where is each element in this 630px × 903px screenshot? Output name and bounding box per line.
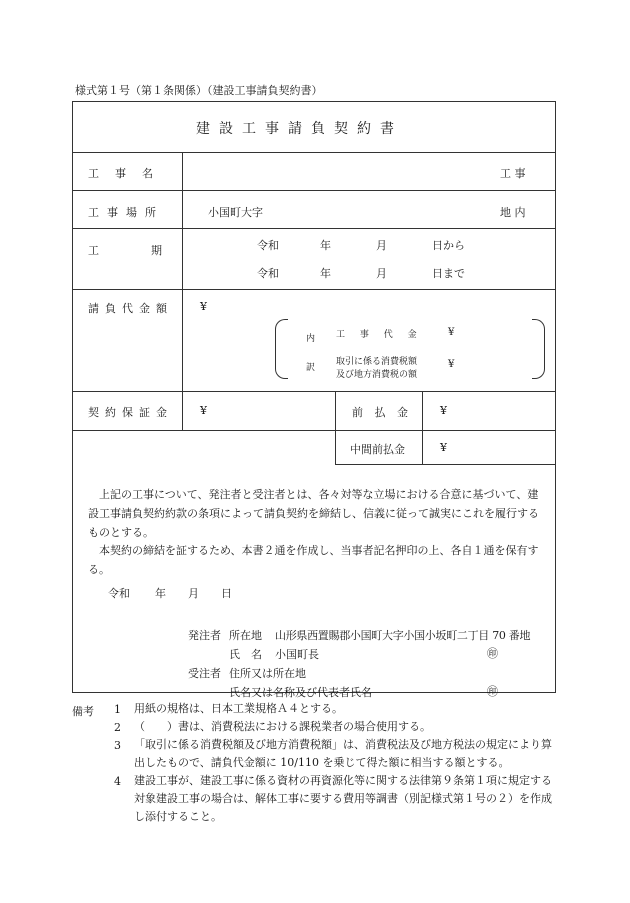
period-start-year: 年 <box>320 239 331 252</box>
guarantee-label: 契約保証金 <box>88 406 173 419</box>
breakdown-left-bracket <box>275 319 288 379</box>
project-period-label: 工期 <box>88 244 214 257</box>
date-year: 年 <box>155 587 166 600</box>
advance-payment-yen: ¥ <box>440 404 447 417</box>
orderer-seal: ㊞ <box>487 647 498 660</box>
interim-payment-yen: ¥ <box>440 441 447 454</box>
period-end-day: 日まで <box>432 267 465 280</box>
execution-paragraph: 本契約の締結を証するため、本書２通を作成し、当事者記名押印の上、各自１通を保有する。 <box>88 544 539 576</box>
date-day: 日 <box>221 587 232 600</box>
contractor-label: 受注者 <box>188 667 221 680</box>
period-end-year: 年 <box>320 267 331 280</box>
note-1-number: 1 <box>114 703 121 716</box>
tax-label-line1: 取引に係る消費税額 <box>336 357 418 367</box>
orderer-name-label: 氏 名 <box>229 648 262 661</box>
contract-amount-label: 請負代金額 <box>88 302 173 315</box>
project-location-label: 工事場所 <box>88 206 164 219</box>
breakdown-label-bottom: 訳 <box>306 363 316 373</box>
orderer-address-label: 所在地 <box>229 629 262 642</box>
form-header-label: 様式第１号（第１条関係）（建設工事請負契約書） <box>75 84 323 97</box>
agreement-paragraph: 上記の工事について、発注者と受注者とは、各々対等な立場における合意に基づいて、建設工事請負契約約款の条項によって請負契約を締結し、信義に従って誠実にこれを履行するものとする。 <box>88 488 539 539</box>
document-title: 建設工事請負契約書 <box>196 121 403 137</box>
guarantee-yen: ¥ <box>200 404 207 417</box>
breakdown-label-top: 内 <box>306 334 316 344</box>
period-start-month: 月 <box>376 239 387 252</box>
note-4-number: 4 <box>114 775 121 788</box>
contractor-seal: ㊞ <box>487 685 498 698</box>
period-end-month: 月 <box>376 267 387 280</box>
orderer-address-value: 山形県西置賜郡小国町大字小国小坂町二丁目 70 番地 <box>275 629 531 642</box>
note-3-number: 3 <box>114 739 121 752</box>
contract-amount-yen: ¥ <box>200 300 207 313</box>
date-era: 令和 <box>108 587 130 600</box>
contractor-address-label: 住所又は所在地 <box>229 667 306 680</box>
project-location-suffix: 地 内 <box>500 206 526 219</box>
contractor-name-label: 氏名又は名称及び代表者氏名 <box>229 686 372 699</box>
orderer-name-value: 小国町長 <box>275 648 319 661</box>
advance-payment-label: 前 払 金 <box>352 406 412 419</box>
tax-yen: ¥ <box>448 359 455 370</box>
orderer-label: 発注者 <box>188 629 221 642</box>
note-2-number: 2 <box>114 721 121 734</box>
construction-cost-label: 工 事 代 金 <box>336 330 423 340</box>
period-end-era: 令和 <box>257 267 279 280</box>
project-name-label: 工事名 <box>88 167 169 180</box>
note-1-text: 用紙の規格は、日本工業規格Ａ４とする。 <box>134 702 343 715</box>
breakdown-right-bracket <box>532 319 545 379</box>
tax-label-line2: 及び地方消費税の額 <box>336 370 418 380</box>
date-month: 月 <box>188 587 199 600</box>
interim-payment-label: 中間前払金 <box>350 443 405 456</box>
construction-cost-yen: ¥ <box>448 327 455 338</box>
period-start-day: 日から <box>432 239 465 252</box>
note-2-text: （ ）書は、消費税法における課税業者の場合使用する。 <box>134 720 431 733</box>
project-name-suffix: 工 事 <box>500 167 526 180</box>
period-start-era: 令和 <box>257 239 279 252</box>
notes-heading: 備考 <box>72 705 94 718</box>
project-location-value: 小国町大字 <box>208 206 263 219</box>
note-4-text: 建設工事が、建設工事に係る資材の再資源化等に関する法律第９条第１項に規定する対象建設工事の場合は、解体工事に要する費用等調書（別記様式第１号の２）を作成し添付すること。 <box>134 774 552 823</box>
note-3-text: 「取引に係る消費税額及び地方消費税額」は、消費税法及び地方税法の規定により算出したもので、請負代金額に 10/110 を乗じて得た額に相当する額とする。 <box>134 738 552 769</box>
